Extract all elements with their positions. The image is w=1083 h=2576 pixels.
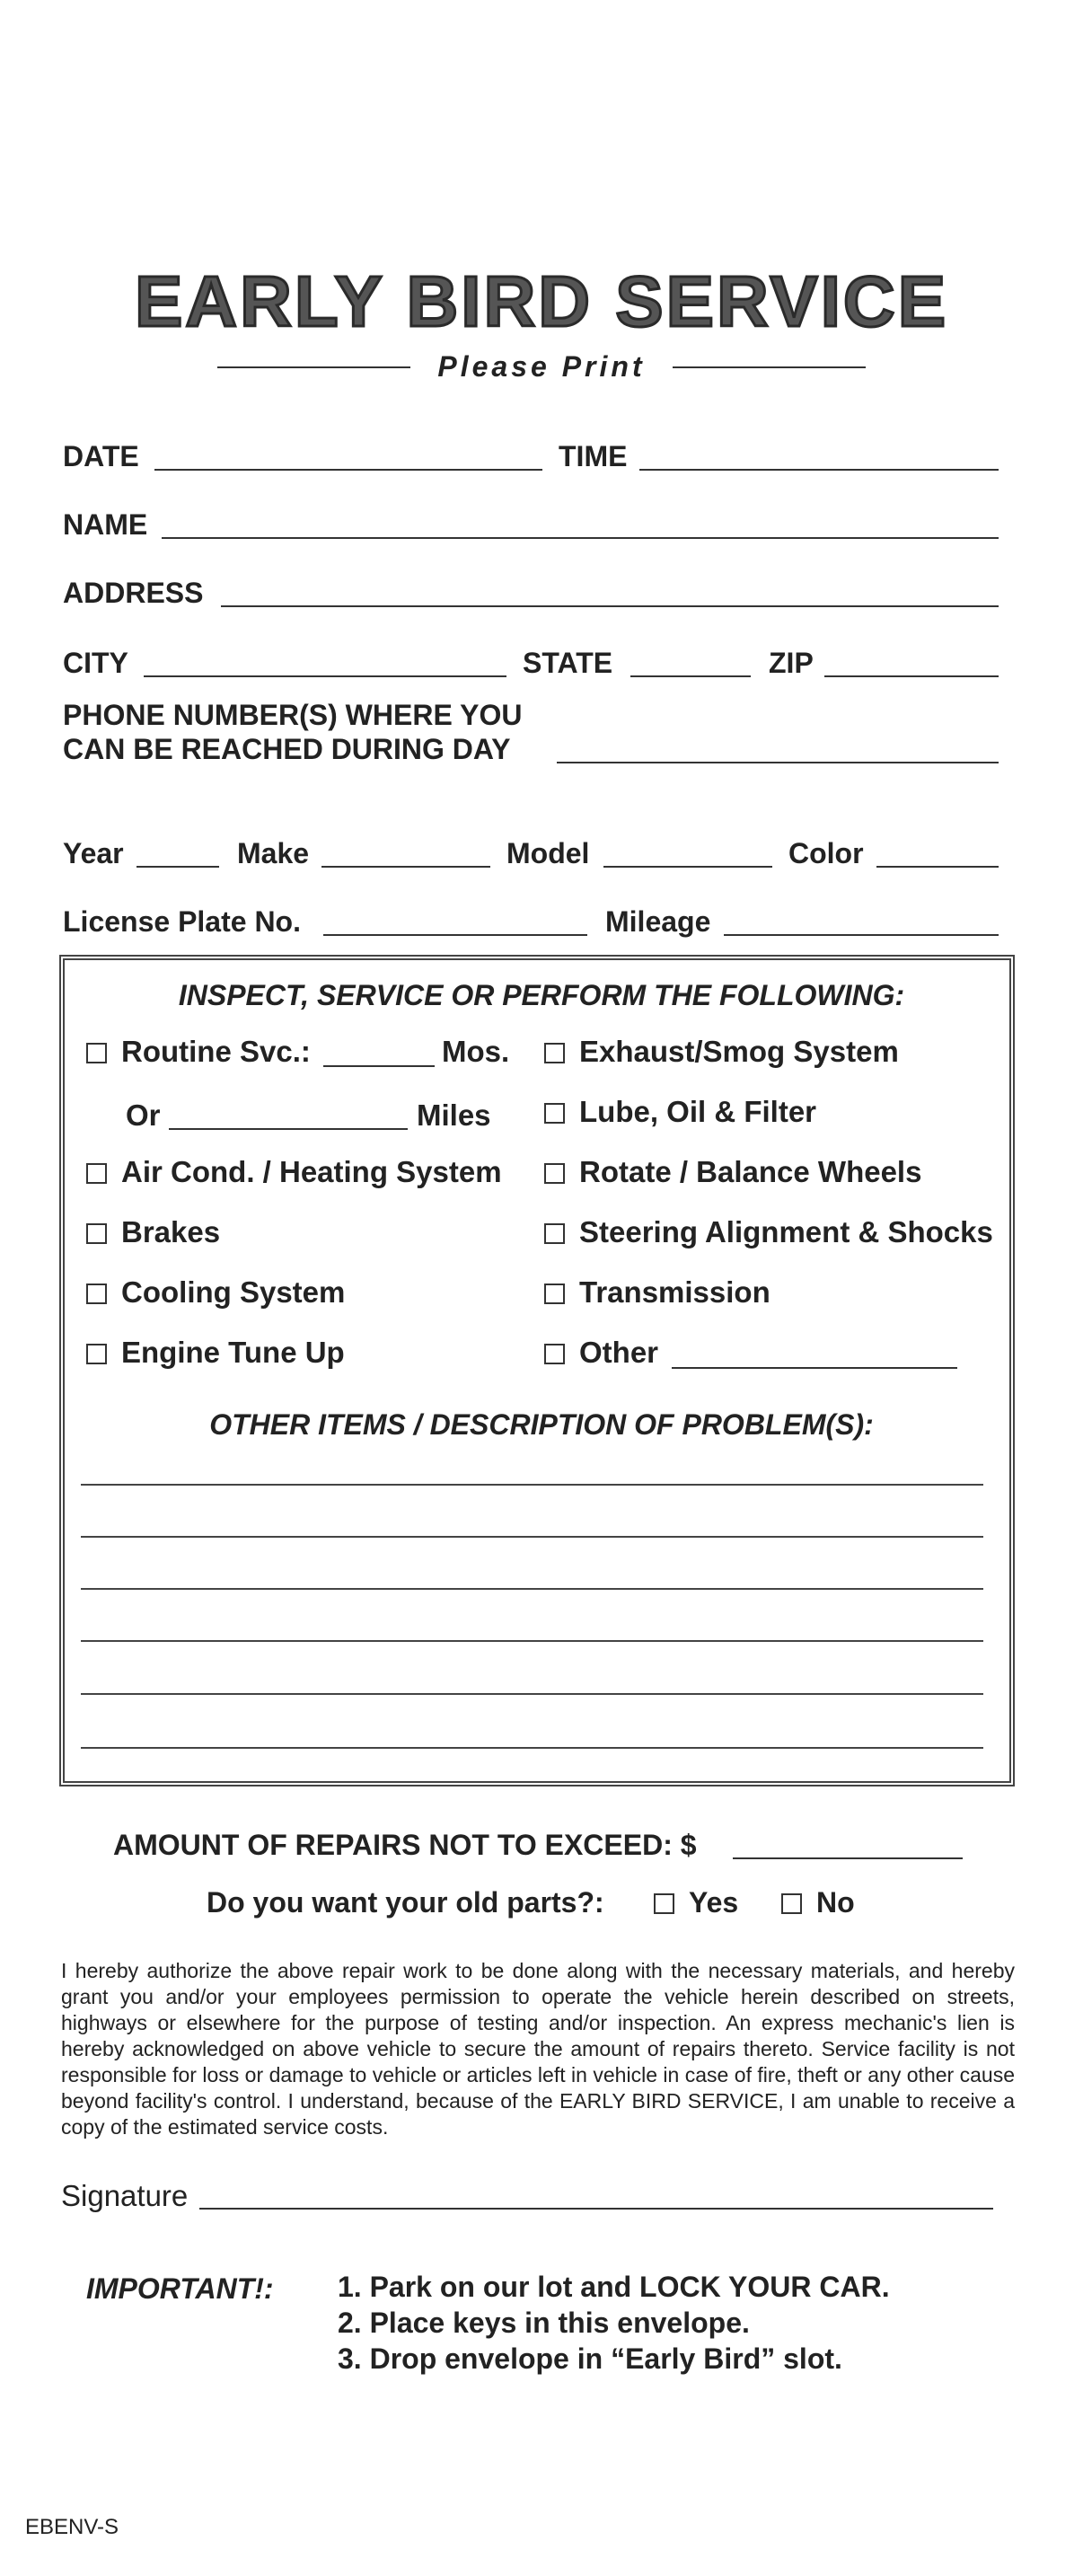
routine-mos-label: Mos. [442,1035,510,1068]
description-line[interactable] [81,1484,983,1486]
address-field[interactable] [221,605,999,607]
mileage-field[interactable] [724,934,999,936]
make-field[interactable] [321,866,490,868]
name-label: NAME [63,508,148,541]
routine-miles-field[interactable] [169,1128,408,1130]
license-plate-field[interactable] [323,934,587,936]
other-label: Other [579,1336,659,1369]
model-field[interactable] [603,866,772,868]
zip-label: ZIP [769,647,814,679]
please-print-row [0,350,1083,384]
rotate-label: Rotate / Balance Wheels [579,1155,922,1188]
steering-label: Steering Alignment & Shocks [579,1215,993,1248]
time-field[interactable] [639,469,999,471]
phone-label-line1: PHONE NUMBER(S) WHERE YOU [63,699,523,731]
color-field[interactable] [876,866,999,868]
transmission-item[interactable] [544,1277,770,1307]
steering-checkbox[interactable] [544,1223,565,1244]
signature-field[interactable] [199,2208,993,2210]
instruction-step-2: 2. Place keys in this envelope. [338,2307,750,2339]
instruction-step-3: 3. Drop envelope in “Early Bird” slot. [338,2342,842,2375]
routine-or-label: Or [126,1098,161,1132]
service-box [59,955,1015,1786]
air-cond-item[interactable] [86,1157,502,1187]
form-code: EBENV-S [25,2515,119,2539]
mileage-label: Mileage [605,905,711,938]
model-label: Model [506,837,590,869]
tune-up-checkbox[interactable] [86,1344,107,1364]
signature-label: Signature [61,2179,189,2212]
please-print-text: Please Print [437,350,646,383]
address-label: ADDRESS [63,577,204,609]
old-parts-no[interactable] [781,1888,855,1917]
description-line[interactable] [81,1536,983,1538]
brakes-label: Brakes [121,1215,221,1248]
date-field[interactable] [154,469,542,471]
brakes-checkbox[interactable] [86,1223,107,1244]
service-heading: INSPECT, SERVICE OR PERFORM THE FOLLOWING: [178,979,905,1011]
lube-label: Lube, Oil & Filter [579,1095,817,1128]
routine-svc-item[interactable] [86,1037,311,1066]
routine-svc-label: Routine Svc.: [121,1035,311,1068]
rotate-checkbox[interactable] [544,1163,565,1184]
no-label: No [816,1886,855,1919]
other-field[interactable] [672,1367,957,1369]
phone-field[interactable] [557,762,999,763]
description-line[interactable] [81,1588,983,1590]
yes-label: Yes [689,1886,739,1919]
cooling-label: Cooling System [121,1275,346,1309]
lube-item[interactable] [544,1097,816,1126]
form-title: EARLY BIRD SERVICE [134,261,949,341]
tune-up-item[interactable] [86,1337,345,1367]
year-label: Year [63,837,124,869]
important-label: IMPORTANT!: [86,2272,274,2305]
brakes-item[interactable] [86,1217,220,1247]
old-parts-yes[interactable] [654,1888,738,1917]
exhaust-item[interactable] [544,1037,899,1066]
state-label: STATE [523,647,613,679]
exhaust-label: Exhaust/Smog System [579,1035,899,1068]
routine-svc-checkbox[interactable] [86,1043,107,1063]
other-checkbox[interactable] [544,1344,565,1364]
amount-label: AMOUNT OF REPAIRS NOT TO EXCEED: $ [113,1829,697,1861]
air-cond-checkbox[interactable] [86,1163,107,1184]
air-cond-label: Air Cond. / Heating System [121,1155,502,1188]
city-label: CITY [63,647,128,679]
transmission-checkbox[interactable] [544,1284,565,1304]
divider-right [673,366,866,368]
description-heading: OTHER ITEMS / DESCRIPTION OF PROBLEM(S): [209,1408,874,1441]
year-field[interactable] [136,866,219,868]
other-item[interactable] [544,1337,658,1367]
cooling-checkbox[interactable] [86,1284,107,1304]
lube-checkbox[interactable] [544,1103,565,1124]
phone-label-line2: CAN BE REACHED DURING DAY [63,733,511,765]
no-checkbox[interactable] [781,1893,802,1914]
amount-field[interactable] [733,1857,963,1859]
license-plate-label: License Plate No. [63,905,301,938]
rotate-item[interactable] [544,1157,921,1187]
make-label: Make [237,837,310,869]
instruction-step-1: 1. Park on our lot and LOCK YOUR CAR. [338,2271,890,2303]
state-field[interactable] [630,675,751,677]
date-label: DATE [63,440,139,472]
zip-field[interactable] [824,675,999,677]
description-line[interactable] [81,1640,983,1642]
name-field[interactable] [162,537,999,539]
description-line[interactable] [81,1747,983,1749]
authorization-text: I hereby authorize the above repair work to be done along with the necessary materials, and hereby grant you and/or your employees permission to operate the vehicle herein described on streets, highways or elsewhere for the purpose of testing and/or inspection. An express mechanic's lien is hereby acknowledged on above vehicle to secure the amount of repairs thereto. Service facility is not responsible for loss or damage to vehicle or articles left in vehicle in case of fire, theft or any other cause beyond facility's control. I understand, because of the EARLY BIRD SERVICE, I am unable to receive a copy of the estimated service costs. [61,1959,1015,2139]
exhaust-checkbox[interactable] [544,1043,565,1063]
old-parts-question: Do you want your old parts?: [207,1886,604,1919]
steering-item[interactable] [544,1217,993,1247]
instructions-list [338,2269,890,2377]
routine-months-field[interactable] [323,1065,435,1067]
routine-miles-label: Miles [417,1098,491,1132]
cooling-item[interactable] [86,1277,345,1307]
time-label: TIME [559,440,628,472]
tune-up-label: Engine Tune Up [121,1336,345,1369]
divider-left [217,366,410,368]
description-line[interactable] [81,1693,983,1695]
transmission-label: Transmission [579,1275,770,1309]
city-field[interactable] [144,675,506,677]
color-label: Color [788,837,864,869]
yes-checkbox[interactable] [654,1893,674,1914]
